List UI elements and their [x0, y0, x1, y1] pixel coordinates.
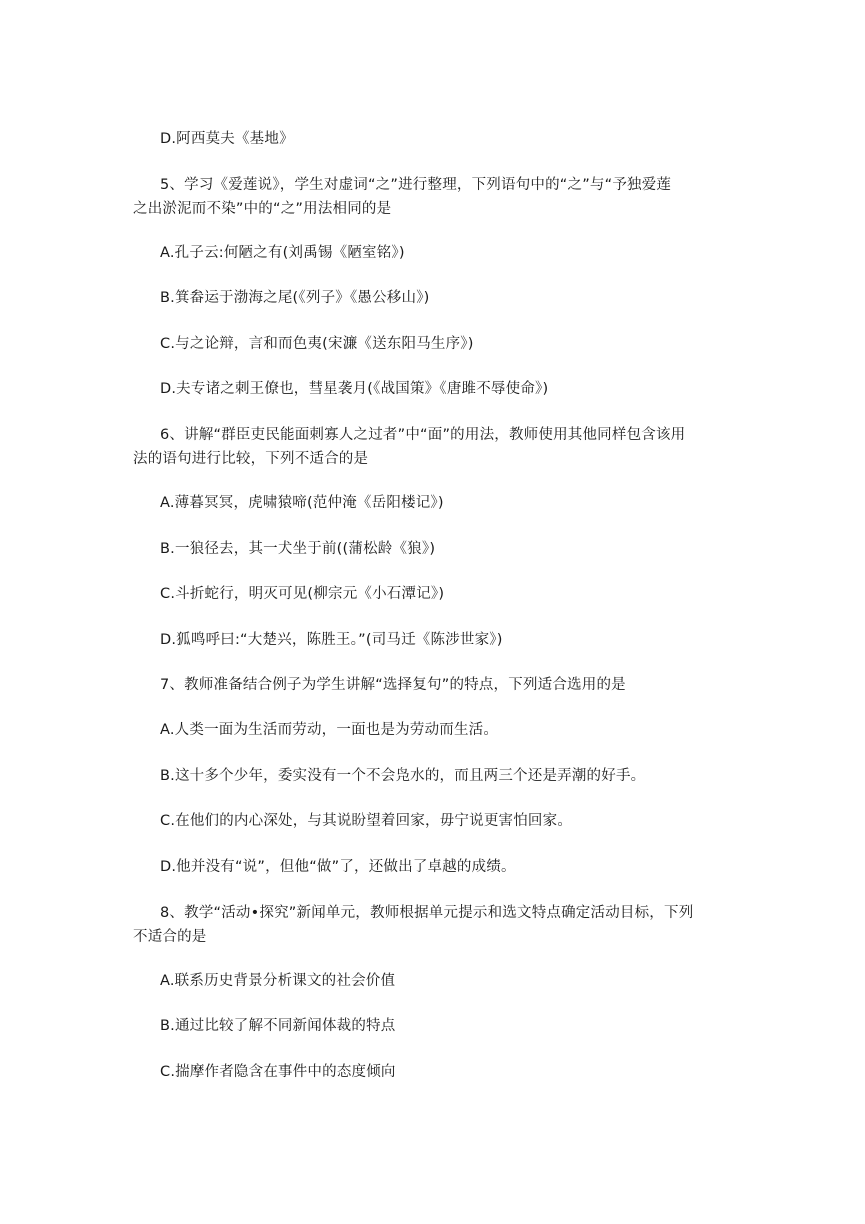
- question-6-option-c: C.斗折蛇行，明灭可见(柳宗元《小石潭记》): [160, 586, 445, 602]
- question-5-option-b: B.箕畚运于渤海之尾(《列子》《愚公移山》): [160, 290, 430, 306]
- question-7-option-a: A.人类一面为生活而劳动，一面也是为劳动而生活。: [160, 722, 499, 738]
- question-6-stem: [133, 423, 739, 471]
- option-d-top: D.阿西莫夫《基地》: [160, 131, 294, 147]
- question-8-option-c: C.揣摩作者隐含在事件中的态度倾向: [160, 1064, 396, 1080]
- question-5-stem-line2: 之出淤泥而不染”中的“之”用法相同的是: [133, 201, 392, 217]
- question-6-stem-line2: 法的语句进行比较，下列不适合的是: [133, 451, 369, 467]
- question-7-stem: [133, 673, 739, 697]
- question-8-option-b: B.通过比较了解不同新闻体裁的特点: [160, 1018, 396, 1034]
- question-5-option-c: C.与之论辩，言和而色夷(宋濂《送东阳马生序》): [160, 336, 474, 352]
- question-7-option-b: B.这十多个少年，委实没有一个不会凫水的，而且两三个还是弄潮的好手。: [160, 768, 646, 784]
- question-7-stem-line1: 7、教师准备结合例子为学生讲解“选择复句”的特点，下列适合选用的是: [160, 677, 626, 693]
- question-5-stem: [133, 173, 739, 221]
- question-8-option-a: A.联系历史背景分析课文的社会价值: [160, 973, 396, 989]
- question-8-stem-line1: 8、教学“活动•探究”新闻单元，教师根据单元提示和选文特点确定活动目标，下列: [160, 905, 694, 921]
- question-8-stem-line2: 不适合的是: [133, 929, 207, 945]
- question-7-option-d: D.他并没有“说”，但他“做”了，还做出了卓越的成绩。: [160, 859, 516, 875]
- question-6-stem-line1: 6、讲解“群臣吏民能面刺寡人之过者”中“面”的用法，教师使用其他同样包含该用: [160, 427, 686, 443]
- question-7-option-c: C.在他们的内心深处，与其说盼望着回家，毋宁说更害怕回家。: [160, 813, 573, 829]
- question-6-option-d: D.狐鸣呼曰:“大楚兴，陈胜王。”(司马迁《陈涉世家》): [160, 632, 503, 648]
- question-6-option-b: B.一狼径去，其一犬坐于前((蒲松龄《狼》): [160, 541, 436, 557]
- question-5-option-a: A.孔子云:何陋之有(刘禹锡《陋室铭》): [160, 245, 405, 261]
- question-6-option-a: A.薄暮冥冥，虎啸猿啼(范仲淹《岳阳楼记》): [160, 495, 444, 511]
- question-5-stem-line1: 5、学习《爱莲说》，学生对虚词“之”进行整理，下列语句中的“之”与“予独爱莲: [160, 177, 672, 193]
- question-5-option-d: D.夫专诸之刺王僚也，彗星袭月(《战国策》《唐雎不辱使命》): [160, 381, 549, 397]
- question-8-stem: [133, 901, 739, 949]
